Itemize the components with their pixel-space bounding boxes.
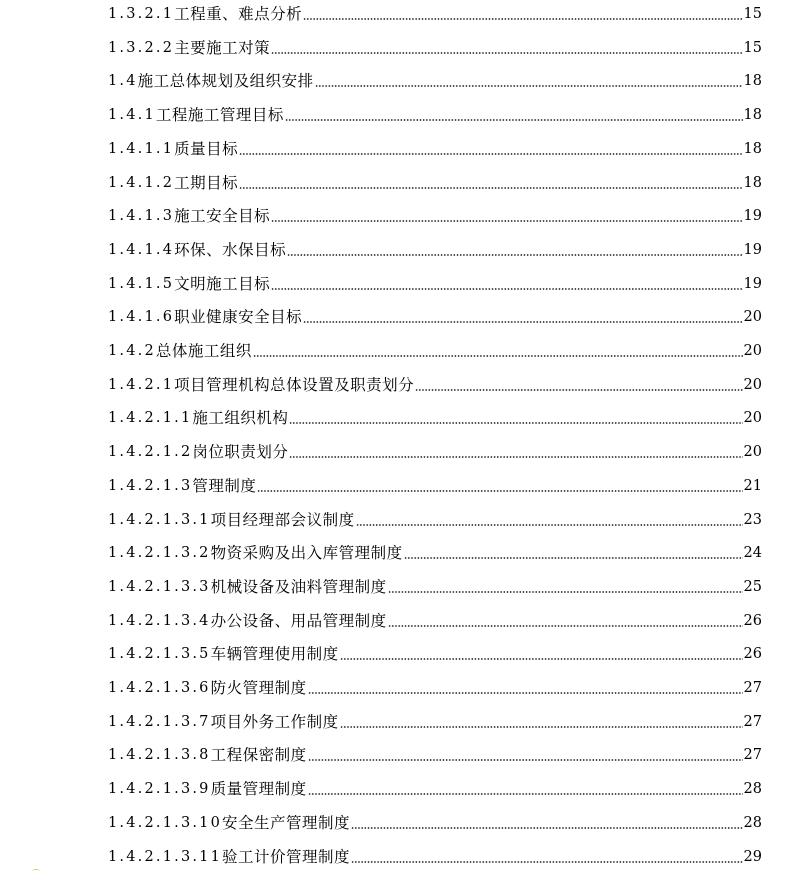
toc-entry-page: 15	[743, 6, 762, 22]
toc-entry[interactable]	[108, 0, 762, 24]
toc-entry-title: 施工总体规划及组织安排	[137, 72, 314, 91]
toc-entry-page: 21	[743, 477, 762, 494]
toc-entry-page: 27	[743, 713, 762, 730]
toc-entry-title: 管理制度	[192, 476, 257, 495]
toc-entry-number: 1.4.1.4	[108, 241, 175, 258]
toc-entry-title: 安全生产管理制度	[222, 813, 351, 832]
toc-entry-title: 施工安全目标	[174, 207, 271, 226]
toc-entry-title: 办公设备、用品管理制度	[210, 611, 387, 630]
toc-entry-title: 物资采购及出入库管理制度	[210, 544, 403, 563]
toc-entry[interactable]	[108, 135, 762, 159]
toc-entry-page: 25	[743, 578, 762, 595]
toc-entry-page: 20	[743, 410, 762, 427]
toc-entry-title: 工程重、难点分析	[174, 5, 303, 23]
dot-leader	[303, 18, 742, 20]
toc-entry-title: 职业健康安全目标	[174, 308, 303, 327]
dot-leader	[289, 456, 742, 458]
toc-entry-title: 机械设备及油料管理制度	[210, 577, 387, 596]
toc-entry[interactable]	[108, 573, 762, 597]
toc-entry[interactable]	[108, 741, 762, 765]
toc-entry[interactable]	[108, 506, 762, 530]
toc-entry-number: 1.4.2.1.3.4	[108, 612, 211, 629]
toc-entry[interactable]	[108, 371, 762, 395]
toc-entry[interactable]	[108, 337, 762, 361]
toc-entry[interactable]	[108, 843, 762, 867]
dot-leader	[239, 153, 742, 155]
toc-entry[interactable]	[108, 472, 762, 496]
toc-entry[interactable]	[108, 708, 762, 732]
toc-entry-title: 工程施工管理目标	[155, 106, 284, 125]
toc-entry-page: 28	[743, 781, 762, 798]
toc-entry-page: 20	[743, 309, 762, 326]
toc-entry-number: 1.4	[108, 73, 138, 90]
toc-entry-page: 28	[743, 814, 762, 831]
toc-entry-number: 1.4.2	[108, 343, 156, 359]
toc-entry[interactable]	[108, 404, 762, 428]
dot-leader	[253, 355, 743, 357]
toc-entry-number: 1.4.2.1.3.11	[108, 848, 223, 865]
dot-leader	[285, 119, 743, 121]
toc-entry-page: 19	[743, 208, 762, 225]
dot-leader	[404, 557, 743, 559]
dot-leader	[340, 726, 743, 728]
toc-entry[interactable]	[108, 270, 762, 294]
toc-entry-page: 18	[743, 174, 762, 191]
toc-entry[interactable]	[108, 169, 762, 193]
dot-leader	[351, 827, 743, 829]
toc-entry-number: 1.4.2.1.3	[108, 477, 193, 494]
toc-entry-title: 质量管理制度	[210, 780, 307, 799]
toc-entry-page: 26	[743, 646, 762, 663]
toc-entry-page: 24	[743, 545, 762, 562]
scan-artifact-mark	[32, 869, 40, 873]
toc-entry-number: 1.4.2.1	[108, 376, 175, 393]
toc-entry[interactable]	[108, 775, 762, 799]
toc-entry-title: 工期目标	[174, 173, 239, 192]
toc-entry-title: 验工计价管理制度	[222, 847, 351, 866]
toc-entry[interactable]	[108, 236, 762, 260]
toc-entry-page: 18	[743, 73, 762, 90]
toc-entry[interactable]	[108, 303, 762, 327]
dot-leader	[308, 793, 743, 795]
toc-entry-number: 1.4.2.1.3.10	[108, 814, 223, 831]
dot-leader	[289, 422, 742, 424]
toc-entry[interactable]	[108, 34, 762, 58]
toc-entry-number: 1.4.2.1.3.6	[108, 680, 211, 696]
dot-leader	[303, 321, 742, 323]
toc-entry-page: 20	[743, 444, 762, 461]
toc-entry-number: 1.4.2.1.2	[108, 444, 193, 461]
toc-entry-page: 15	[743, 39, 762, 56]
toc-entry-number: 1.4.2.1.3.7	[108, 713, 211, 730]
toc-entry-number: 1.4.2.1.3.3	[108, 578, 211, 595]
toc-entry-title: 工程保密制度	[210, 746, 307, 765]
toc-entry-number: 1.4.2.1.3.9	[108, 781, 211, 798]
toc-entry-page: 19	[743, 275, 762, 292]
dot-leader	[388, 625, 743, 627]
toc-entry[interactable]	[108, 674, 762, 698]
toc-entry-page: 20	[743, 376, 762, 393]
dot-leader	[356, 524, 743, 526]
dot-leader	[388, 591, 743, 593]
toc-entry-number: 1.4.2.1.1	[108, 410, 193, 427]
dot-leader	[308, 759, 743, 761]
toc-entry-page: 18	[743, 140, 762, 157]
toc-entry[interactable]	[108, 202, 762, 226]
toc-entry-page: 20	[743, 343, 762, 359]
dot-leader	[271, 52, 742, 54]
toc-entry-title: 车辆管理使用制度	[210, 645, 339, 664]
toc-entry-number: 1.4.1.2	[108, 174, 175, 191]
toc-entry-number: 1.4.2.1.3.2	[108, 545, 211, 562]
dot-leader	[239, 187, 742, 189]
toc-entry-title: 总体施工组织	[155, 342, 252, 360]
toc-entry-page: 18	[743, 107, 762, 124]
toc-entry-number: 1.4.1.1	[108, 140, 175, 157]
toc-entry-page: 29	[743, 848, 762, 865]
toc-entry-title: 岗位职责划分	[192, 443, 289, 462]
toc-entry[interactable]	[108, 438, 762, 462]
toc-entry[interactable]	[108, 640, 762, 664]
toc-entry-number: 1.4.1.5	[108, 275, 175, 292]
toc-entry[interactable]	[108, 809, 762, 833]
toc-entry-page: 27	[743, 747, 762, 764]
toc-entry-page: 27	[743, 680, 762, 696]
toc-entry-number: 1.3.2.1	[108, 6, 175, 22]
toc-entry-title: 文明施工目标	[174, 274, 271, 293]
toc-entry-title: 项目外务工作制度	[210, 712, 339, 731]
toc-entry-number: 1.4.2.1.3.1	[108, 511, 211, 528]
dot-leader	[271, 220, 742, 222]
toc-entry-number: 1.4.1.6	[108, 309, 175, 326]
toc-entry-number: 1.4.2.1.3.5	[108, 646, 211, 663]
dot-leader	[351, 861, 743, 863]
dot-leader	[287, 254, 742, 256]
dot-leader	[257, 490, 742, 492]
toc-entry-page: 19	[743, 241, 762, 258]
toc-entry-title: 防火管理制度	[210, 679, 307, 697]
toc-entry-page: 23	[743, 511, 762, 528]
toc-entry-number: 1.3.2.2	[108, 39, 175, 56]
toc-entry-page: 26	[743, 612, 762, 629]
toc-entry-title: 主要施工对策	[174, 38, 271, 57]
toc-entry-number: 1.4.2.1.3.8	[108, 747, 211, 764]
toc-entry-title: 项目经理部会议制度	[210, 510, 355, 529]
toc-entry-title: 施工组织机构	[192, 409, 289, 428]
toc-entry[interactable]	[108, 539, 762, 563]
toc-entry-number: 1.4.1.3	[108, 208, 175, 225]
dot-leader	[340, 658, 743, 660]
toc-entry[interactable]	[108, 101, 762, 125]
toc-entry[interactable]	[108, 67, 762, 91]
dot-leader	[415, 389, 742, 391]
toc-entry-title: 环保、水保目标	[174, 240, 287, 259]
toc-entry-title: 质量目标	[174, 139, 239, 158]
toc-entry-number: 1.4.1	[108, 107, 156, 124]
dot-leader	[315, 85, 743, 87]
toc-entry[interactable]	[108, 607, 762, 631]
dot-leader	[308, 692, 743, 694]
dot-leader	[271, 288, 742, 290]
toc-entry-title: 项目管理机构总体设置及职责划分	[174, 375, 415, 394]
